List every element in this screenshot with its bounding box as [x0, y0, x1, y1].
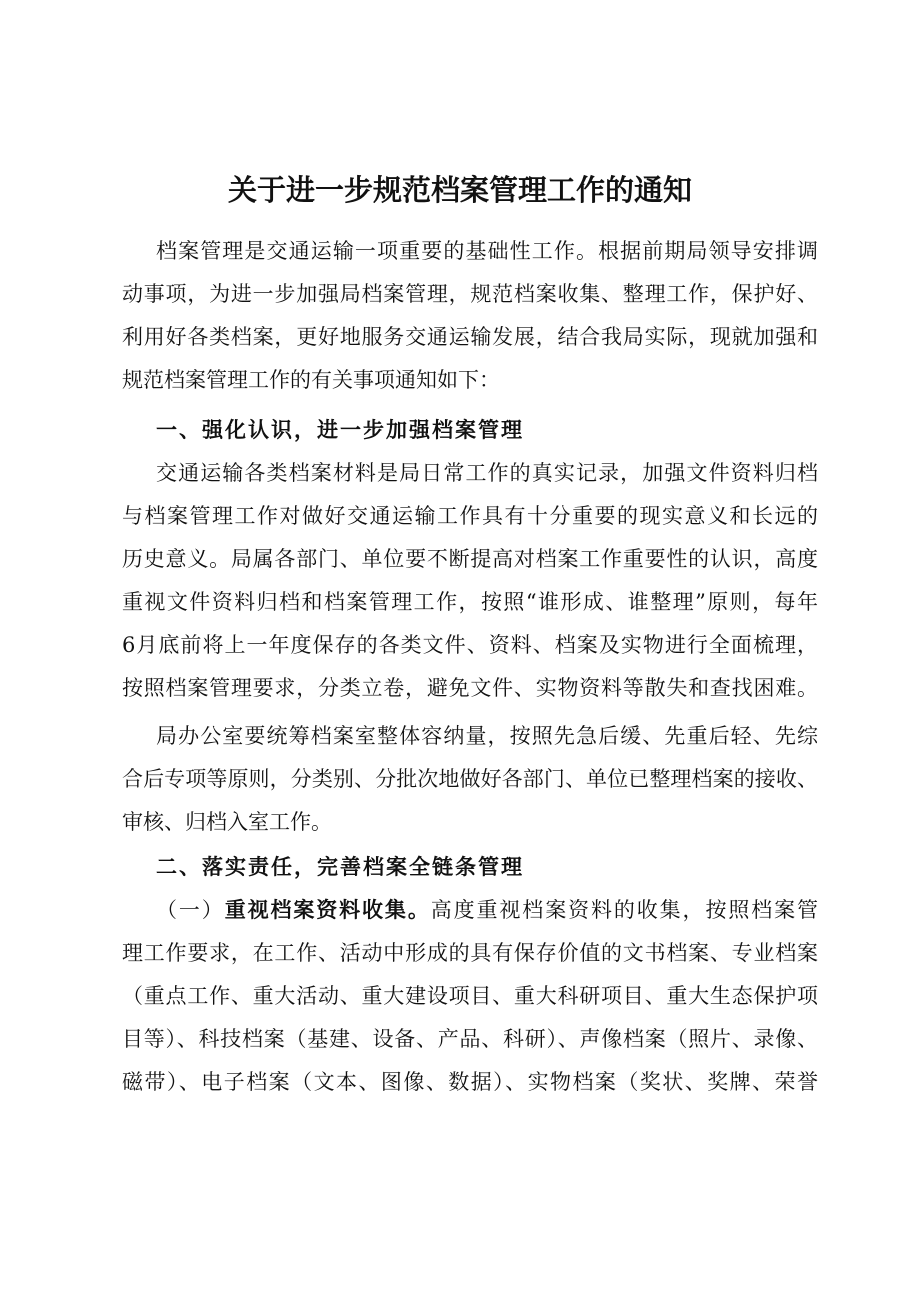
item-bold-title: 重视档案资料收集。 — [224, 898, 431, 922]
section-heading-1: 一、强化认识，进一步加强档案管理 — [156, 418, 524, 442]
text-line: 6月底前将上一年度保存的各类文件、资料、档案及实物进行全面梳理， — [122, 633, 818, 657]
item-text: 高度重视档案资料的收集，按照档案管 — [430, 898, 819, 922]
text-line: 交通运输各类档案材料是局日常工作的真实记录，加强文件资料归档 — [156, 461, 818, 485]
text-line: 利用好各类档案，更好地服务交通运输发展，结合我局实际，现就加强和 — [122, 325, 818, 349]
text-line: 理工作要求，在工作、活动中形成的具有保存价值的文书档案、专业档案 — [122, 941, 818, 965]
paragraph-collection — [122, 889, 818, 1104]
text-line: 审核、归档入室工作。 — [122, 810, 332, 834]
paragraph-awareness — [122, 452, 818, 710]
text-line: 目等）、科技档案（基建、设备、产品、科研）、声像档案（照片、录像、 — [122, 1027, 818, 1051]
text-line: 规范档案管理工作的有关事项通知如下： — [122, 368, 500, 392]
text-line: 与档案管理工作对做好交通运输工作具有十分重要的现实意义和长远的 — [122, 504, 818, 528]
text-line: 历史意义。局属各部门、单位要不断提高对档案工作重要性的认识，高度 — [122, 547, 818, 571]
text-line — [122, 889, 818, 932]
text-line: 按照档案管理要求，分类立卷，避免文件、实物资料等散失和查找困难。 — [122, 676, 818, 700]
text-line: （重点工作、重大活动、重大建设项目、重大科研项目、重大生态保护项 — [122, 984, 818, 1008]
paragraph-office — [122, 715, 818, 844]
text-line: 磁带）、电子档案（文本、图像、数据）、实物档案（奖状、奖牌、荣誉 — [122, 1070, 818, 1094]
page-title: 关于进一步规范档案管理工作的通知 — [227, 173, 692, 207]
paragraph-intro — [122, 230, 818, 402]
section-heading-2: 二、落实责任，完善档案全链条管理 — [156, 855, 524, 879]
text-line: 重视文件资料归档和档案管理工作，按照“谁形成、谁整理”原则，每年 — [122, 590, 818, 614]
text-line: 合后专项等原则，分类别、分批次地做好各部门、单位已整理档案的接收、 — [122, 767, 818, 791]
text-line: 局办公室要统筹档案室整体容纳量，按照先急后缓、先重后轻、先综 — [156, 724, 818, 748]
item-number: （一） — [156, 898, 225, 922]
text-line: 档案管理是交通运输一项重要的基础性工作。根据前期局领导安排调 — [156, 239, 818, 263]
text-line: 动事项，为进一步加强局档案管理，规范档案收集、整理工作，保护好、 — [122, 282, 818, 306]
document-body — [122, 230, 818, 1104]
